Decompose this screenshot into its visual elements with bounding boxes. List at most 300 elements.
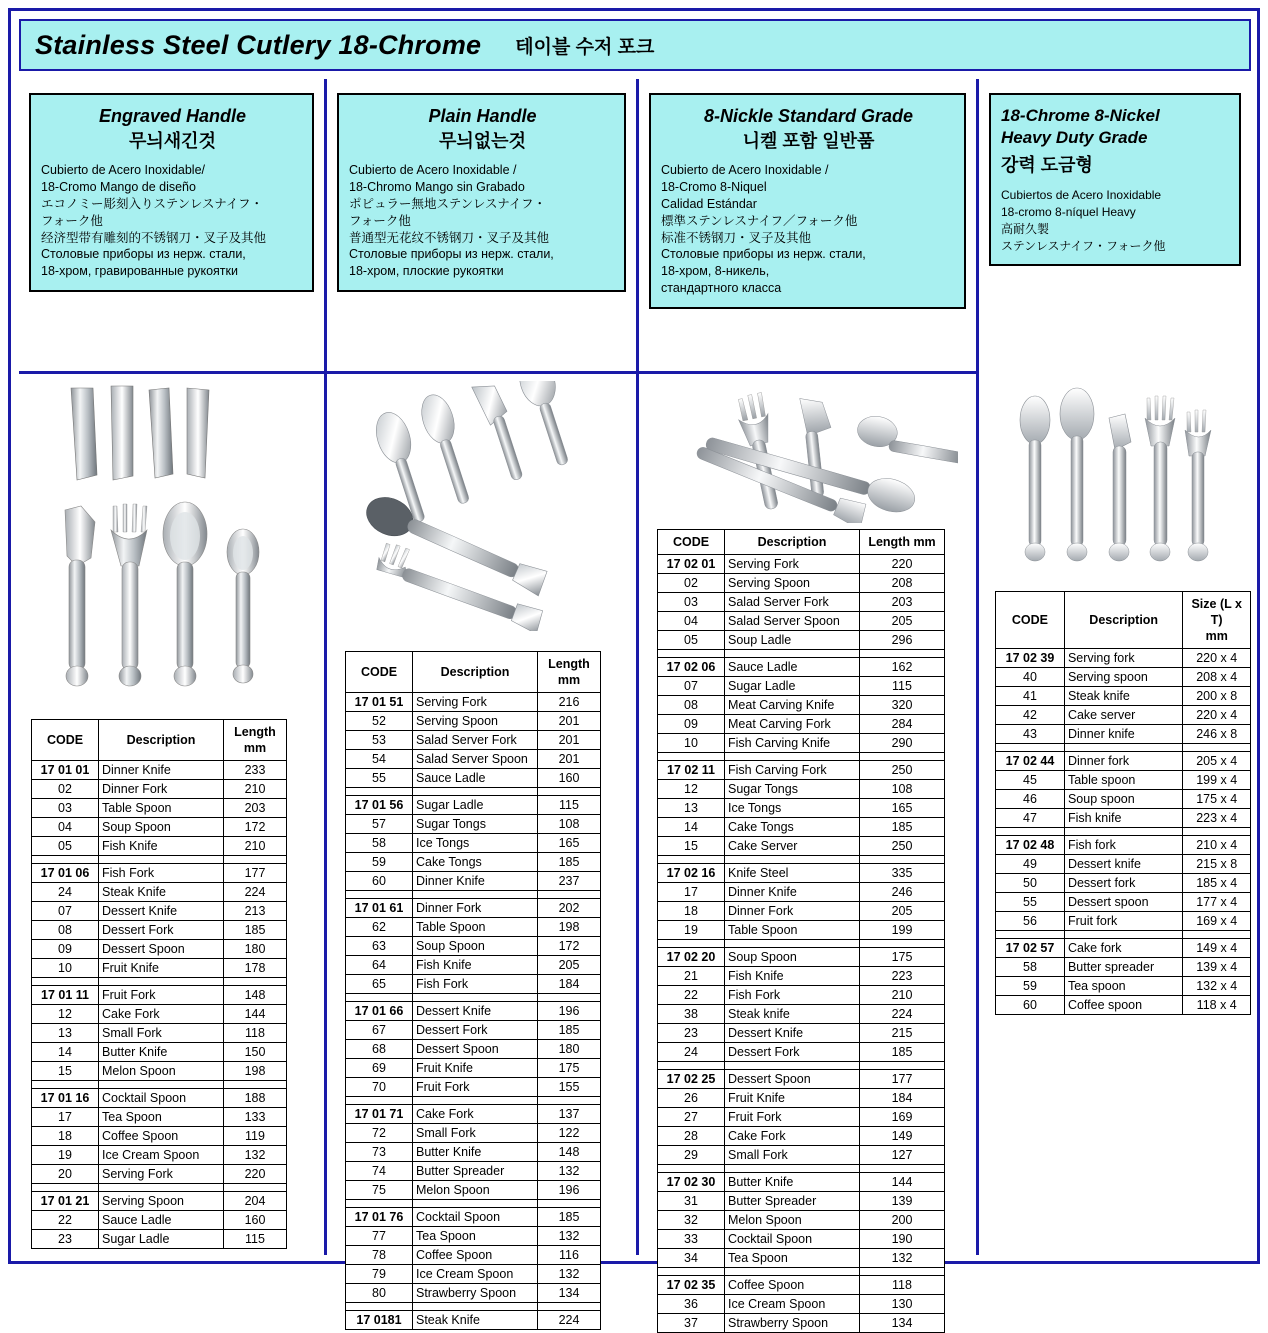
cell-code: 20 bbox=[32, 1165, 99, 1184]
cell-code: 64 bbox=[346, 956, 413, 975]
col-header-description: Description bbox=[413, 652, 538, 693]
column-heavy-duty bbox=[979, 79, 1251, 1255]
table-row bbox=[346, 1284, 601, 1303]
cell-description: Steak knife bbox=[725, 1005, 860, 1024]
column-nickel-standard bbox=[639, 79, 979, 1330]
cell-code: 29 bbox=[658, 1146, 725, 1165]
cell-code: 41 bbox=[996, 687, 1065, 706]
table-row bbox=[658, 780, 945, 799]
cell-description: Cake Fork bbox=[99, 1005, 224, 1024]
cell-description: Salad Server Spoon bbox=[725, 612, 860, 631]
cell-description: Dessert Fork bbox=[725, 1043, 860, 1062]
cell-code: 08 bbox=[658, 696, 725, 715]
table-header-row bbox=[346, 652, 601, 693]
cell-description: Coffee Spoon bbox=[725, 1276, 860, 1295]
cell-code: 17 01 56 bbox=[346, 796, 413, 815]
cell-description: Small Fork bbox=[725, 1146, 860, 1165]
cell-length: 133 bbox=[224, 1108, 287, 1127]
cell-length: 119 bbox=[224, 1127, 287, 1146]
cell-length: 196 bbox=[538, 1181, 601, 1200]
cell-size: 149 x 4 bbox=[1183, 939, 1251, 958]
cell-length: 139 bbox=[860, 1192, 945, 1211]
cell-description: Fish Fork bbox=[413, 975, 538, 994]
cell-description: Small Fork bbox=[99, 1024, 224, 1043]
cell-size: 175 x 4 bbox=[1183, 790, 1251, 809]
cell-length: 108 bbox=[860, 780, 945, 799]
table-row bbox=[658, 864, 945, 883]
cutlery-illustration-icon bbox=[658, 378, 958, 523]
cell-length: 116 bbox=[538, 1246, 601, 1265]
table-row bbox=[346, 1162, 601, 1181]
cell-code: 40 bbox=[996, 668, 1065, 687]
cell-description: Sugar Ladle bbox=[99, 1230, 224, 1249]
cell-code: 17 02 11 bbox=[658, 761, 725, 780]
cell-code: 47 bbox=[996, 809, 1065, 828]
cell-code: 69 bbox=[346, 1059, 413, 1078]
cell-code: 17 01 76 bbox=[346, 1208, 413, 1227]
cell-code: 63 bbox=[346, 937, 413, 956]
header-line: 18-хром, плоские рукоятки bbox=[349, 264, 504, 279]
cell-description: Sugar Ladle bbox=[725, 677, 860, 696]
table-head bbox=[996, 592, 1251, 649]
table-row bbox=[658, 1024, 945, 1043]
header-box-heavy bbox=[989, 93, 1241, 266]
cell-code: 57 bbox=[346, 815, 413, 834]
cell-code: 31 bbox=[658, 1192, 725, 1211]
table-row bbox=[32, 1146, 287, 1165]
cell-length: 224 bbox=[224, 883, 287, 902]
cell-size: 139 x 4 bbox=[1183, 958, 1251, 977]
cell-description: Cake Fork bbox=[413, 1105, 538, 1124]
table-row bbox=[658, 1211, 945, 1230]
cell-code: 79 bbox=[346, 1265, 413, 1284]
cell-description: Table Spoon bbox=[725, 921, 860, 940]
cell-description: Fish Knife bbox=[725, 967, 860, 986]
cell-length: 160 bbox=[224, 1211, 287, 1230]
cell-length: 205 bbox=[860, 902, 945, 921]
cell-description: Steak Knife bbox=[99, 883, 224, 902]
cell-code: 54 bbox=[346, 750, 413, 769]
cell-length: 148 bbox=[538, 1143, 601, 1162]
group-spacer bbox=[346, 788, 601, 796]
cell-length: 134 bbox=[538, 1284, 601, 1303]
cell-size: 220 x 4 bbox=[1183, 649, 1251, 668]
header-title-kr: 강력 도금형 bbox=[1001, 155, 1093, 176]
cell-code: 22 bbox=[658, 986, 725, 1005]
header-title-en: Engraved Handle bbox=[98, 106, 247, 126]
table-row bbox=[658, 1089, 945, 1108]
header-line: 普通型无花纹不锈钢刀・叉子及其他 bbox=[349, 230, 550, 245]
table-row bbox=[996, 809, 1251, 828]
cell-code: 10 bbox=[32, 959, 99, 978]
cell-description: Ice Cream Spoon bbox=[99, 1146, 224, 1165]
cell-code: 17 02 30 bbox=[658, 1173, 725, 1192]
table-row bbox=[658, 734, 945, 753]
header-line: 18-Cromo Mango de diseño bbox=[41, 179, 196, 194]
table-row bbox=[32, 1043, 287, 1062]
table-row bbox=[32, 902, 287, 921]
table-row bbox=[32, 1165, 287, 1184]
size-header-line1: Size (L x T) bbox=[1191, 597, 1242, 627]
table-row bbox=[32, 818, 287, 837]
table-row bbox=[32, 883, 287, 902]
table-row bbox=[658, 967, 945, 986]
group-spacer bbox=[346, 1303, 601, 1311]
cell-length: 177 bbox=[860, 1070, 945, 1089]
cell-length: 237 bbox=[538, 872, 601, 891]
cell-description: Soup Ladle bbox=[725, 631, 860, 650]
cell-code: 02 bbox=[32, 780, 99, 799]
cell-code: 17 02 48 bbox=[996, 836, 1065, 855]
cell-description: Steak knife bbox=[1064, 687, 1182, 706]
cell-description: Table spoon bbox=[1064, 771, 1182, 790]
group-spacer bbox=[658, 1165, 945, 1173]
cell-code: 17 01 61 bbox=[346, 899, 413, 918]
table-row bbox=[658, 1005, 945, 1024]
table-row bbox=[996, 725, 1251, 744]
cell-size: 118 x 4 bbox=[1183, 996, 1251, 1015]
page-title-bar bbox=[19, 19, 1251, 71]
cell-size: 200 x 8 bbox=[1183, 687, 1251, 706]
header-box-nickel bbox=[649, 93, 966, 309]
cell-length: 201 bbox=[538, 750, 601, 769]
cell-code: 28 bbox=[658, 1127, 725, 1146]
cell-length: 127 bbox=[860, 1146, 945, 1165]
cell-description: Butter Spreader bbox=[413, 1162, 538, 1181]
cell-code: 59 bbox=[346, 853, 413, 872]
cell-length: 250 bbox=[860, 837, 945, 856]
cell-code: 68 bbox=[346, 1040, 413, 1059]
cell-code: 03 bbox=[658, 593, 725, 612]
table-row bbox=[996, 977, 1251, 996]
header-line: ポピュラー無地ステンレスナイフ・ bbox=[349, 196, 546, 211]
table-row bbox=[32, 1108, 287, 1127]
cell-length: 149 bbox=[860, 1127, 945, 1146]
cell-code: 45 bbox=[996, 771, 1065, 790]
cell-length: 165 bbox=[538, 834, 601, 853]
cell-description: Fish Carving Knife bbox=[725, 734, 860, 753]
table-row bbox=[346, 1208, 601, 1227]
cell-code: 09 bbox=[32, 940, 99, 959]
cell-length: 137 bbox=[538, 1105, 601, 1124]
table-row bbox=[996, 706, 1251, 725]
cell-code: 17 01 01 bbox=[32, 761, 99, 780]
table-row bbox=[32, 986, 287, 1005]
cell-code: 26 bbox=[658, 1089, 725, 1108]
cell-length: 215 bbox=[860, 1024, 945, 1043]
table-head bbox=[32, 720, 287, 761]
cell-length: 284 bbox=[860, 715, 945, 734]
cell-description: Cake Server bbox=[725, 837, 860, 856]
cell-description: Soup Spoon bbox=[725, 948, 860, 967]
cell-code: 73 bbox=[346, 1143, 413, 1162]
table-row bbox=[658, 1127, 945, 1146]
group-spacer bbox=[996, 931, 1251, 939]
cell-description: Fruit Fork bbox=[725, 1108, 860, 1127]
cell-code: 72 bbox=[346, 1124, 413, 1143]
cell-description: Fruit Knife bbox=[99, 959, 224, 978]
cell-code: 02 bbox=[658, 574, 725, 593]
cell-description: Serving spoon bbox=[1064, 668, 1182, 687]
table-row bbox=[346, 1078, 601, 1097]
table-row bbox=[658, 1146, 945, 1165]
table-row bbox=[996, 874, 1251, 893]
table-row bbox=[346, 1105, 601, 1124]
cell-description: Fish Carving Fork bbox=[725, 761, 860, 780]
cell-code: 17 01 71 bbox=[346, 1105, 413, 1124]
cell-code: 49 bbox=[996, 855, 1065, 874]
cell-length: 210 bbox=[860, 986, 945, 1005]
table-row bbox=[996, 649, 1251, 668]
cell-code: 17 bbox=[658, 883, 725, 902]
cutlery-illustration-icon bbox=[342, 381, 622, 631]
table-row bbox=[658, 761, 945, 780]
cell-code: 78 bbox=[346, 1246, 413, 1265]
cutlery-illustration-icon bbox=[37, 380, 307, 700]
table-row bbox=[32, 1230, 287, 1249]
table-row bbox=[658, 1043, 945, 1062]
catalog-page bbox=[8, 8, 1260, 1330]
cell-code: 17 bbox=[32, 1108, 99, 1127]
header-desc-lines bbox=[1001, 187, 1231, 254]
cell-length: 198 bbox=[538, 918, 601, 937]
cell-length: 185 bbox=[860, 1043, 945, 1062]
cell-description: Serving Spoon bbox=[413, 712, 538, 731]
table-row bbox=[658, 837, 945, 856]
header-line: フォーク他 bbox=[349, 213, 411, 228]
cell-code: 05 bbox=[658, 631, 725, 650]
table-row bbox=[32, 940, 287, 959]
header-desc-lines bbox=[41, 162, 304, 280]
cell-description: Serving Spoon bbox=[99, 1192, 224, 1211]
cell-length: 172 bbox=[224, 818, 287, 837]
cell-length: 134 bbox=[860, 1314, 945, 1333]
cell-description: Dessert Knife bbox=[99, 902, 224, 921]
cell-description: Ice Cream Spoon bbox=[725, 1295, 860, 1314]
header-title-kr: 니켈 포함 일반품 bbox=[742, 130, 875, 151]
table-row bbox=[32, 837, 287, 856]
cell-size: 169 x 4 bbox=[1183, 912, 1251, 931]
cell-length: 201 bbox=[538, 731, 601, 750]
cell-description: Strawberry Spoon bbox=[413, 1284, 538, 1303]
cell-description: Butter Knife bbox=[413, 1143, 538, 1162]
col-header-code: CODE bbox=[996, 592, 1065, 649]
group-spacer bbox=[32, 856, 287, 864]
cell-code: 75 bbox=[346, 1181, 413, 1200]
cell-code: 17 01 66 bbox=[346, 1002, 413, 1021]
cell-size: 208 x 4 bbox=[1183, 668, 1251, 687]
cell-size: 199 x 4 bbox=[1183, 771, 1251, 790]
cell-description: Dinner fork bbox=[1064, 752, 1182, 771]
cell-description: Salad Server Fork bbox=[413, 731, 538, 750]
cell-code: 03 bbox=[32, 799, 99, 818]
col-header-description: Description bbox=[1064, 592, 1182, 649]
group-spacer bbox=[32, 1081, 287, 1089]
cell-code: 17 01 21 bbox=[32, 1192, 99, 1211]
cell-code: 59 bbox=[996, 977, 1065, 996]
cell-code: 56 bbox=[996, 912, 1065, 931]
table-row bbox=[996, 855, 1251, 874]
cell-description: Dessert Fork bbox=[99, 921, 224, 940]
cell-description: Meat Carving Fork bbox=[725, 715, 860, 734]
cell-length: 180 bbox=[224, 940, 287, 959]
cell-description: Tea spoon bbox=[1064, 977, 1182, 996]
header-line: フォーク他 bbox=[41, 213, 103, 228]
cell-length: 198 bbox=[224, 1062, 287, 1081]
cell-description: Serving Fork bbox=[99, 1165, 224, 1184]
cell-code: 62 bbox=[346, 918, 413, 937]
cell-length: 185 bbox=[860, 818, 945, 837]
header-line: 经济型带有雕刻的不锈钢刀・叉子及其他 bbox=[41, 230, 267, 245]
cell-length: 223 bbox=[860, 967, 945, 986]
table-row bbox=[32, 761, 287, 780]
cell-description: Ice Cream Spoon bbox=[413, 1265, 538, 1284]
table-plain bbox=[345, 651, 601, 1330]
product-photo-heavy bbox=[979, 379, 1251, 589]
cell-description: Sauce Ladle bbox=[413, 769, 538, 788]
page-title-korean: 테이블 수저 포크 bbox=[515, 36, 655, 58]
col-header-length: Length mm bbox=[538, 652, 601, 693]
table-row bbox=[32, 1192, 287, 1211]
cell-length: 250 bbox=[860, 761, 945, 780]
cell-description: Fish Fork bbox=[725, 986, 860, 1005]
cell-length: 335 bbox=[860, 864, 945, 883]
table-row bbox=[996, 836, 1251, 855]
cell-code: 13 bbox=[32, 1024, 99, 1043]
table-row bbox=[996, 912, 1251, 931]
cell-code: 05 bbox=[32, 837, 99, 856]
cell-description: Dessert Spoon bbox=[99, 940, 224, 959]
cell-description: Cocktail Spoon bbox=[725, 1230, 860, 1249]
cell-description: Ice Tongs bbox=[725, 799, 860, 818]
header-title-en-line2: Heavy Duty Grade bbox=[1001, 128, 1148, 148]
table-row bbox=[658, 574, 945, 593]
cell-code: 08 bbox=[32, 921, 99, 940]
table-row bbox=[658, 921, 945, 940]
cell-description: Fruit Knife bbox=[725, 1089, 860, 1108]
cell-size: 215 x 8 bbox=[1183, 855, 1251, 874]
table-row bbox=[346, 731, 601, 750]
cell-code: 74 bbox=[346, 1162, 413, 1181]
cutlery-illustration-icon bbox=[1005, 384, 1225, 584]
cell-code: 17 01 51 bbox=[346, 693, 413, 712]
table-row bbox=[346, 1124, 601, 1143]
cell-length: 132 bbox=[860, 1249, 945, 1268]
cell-code: 17 02 25 bbox=[658, 1070, 725, 1089]
table-header-row bbox=[658, 530, 945, 555]
table-row bbox=[32, 921, 287, 940]
cell-code: 50 bbox=[996, 874, 1065, 893]
product-photo-nickel bbox=[639, 375, 976, 525]
table-row bbox=[346, 693, 601, 712]
cell-description: Ice Tongs bbox=[413, 834, 538, 853]
column-divider bbox=[327, 371, 636, 374]
cell-length: 132 bbox=[538, 1227, 601, 1246]
table-row bbox=[32, 1089, 287, 1108]
cell-description: Butter spreader bbox=[1064, 958, 1182, 977]
cell-code: 12 bbox=[32, 1005, 99, 1024]
table-row bbox=[346, 1265, 601, 1284]
cell-description: Sugar Tongs bbox=[725, 780, 860, 799]
header-title-en-line1: 18-Chrome 8-Nickel bbox=[1001, 106, 1160, 125]
group-spacer bbox=[658, 650, 945, 658]
table-row bbox=[346, 834, 601, 853]
cell-length: 184 bbox=[860, 1089, 945, 1108]
header-line: エコノミー彫刻入りステンレスナイフ・ bbox=[41, 196, 263, 211]
header-desc-lines bbox=[661, 162, 956, 297]
cell-description: Fruit Fork bbox=[99, 986, 224, 1005]
table-row bbox=[32, 799, 287, 818]
cell-description: Fruit Knife bbox=[413, 1059, 538, 1078]
group-spacer bbox=[346, 1200, 601, 1208]
header-desc-lines bbox=[349, 162, 616, 280]
cell-code: 38 bbox=[658, 1005, 725, 1024]
column-plain-handle bbox=[327, 79, 639, 1327]
cell-code: 22 bbox=[32, 1211, 99, 1230]
cell-length: 199 bbox=[860, 921, 945, 940]
cell-length: 175 bbox=[538, 1059, 601, 1078]
col-header-code: CODE bbox=[346, 652, 413, 693]
table-row bbox=[346, 1143, 601, 1162]
cell-code: 33 bbox=[658, 1230, 725, 1249]
cell-description: Dessert spoon bbox=[1064, 893, 1182, 912]
cell-size: 220 x 4 bbox=[1183, 706, 1251, 725]
cell-description: Dessert Knife bbox=[413, 1002, 538, 1021]
cell-code: 32 bbox=[658, 1211, 725, 1230]
cell-length: 108 bbox=[538, 815, 601, 834]
table-row bbox=[32, 1211, 287, 1230]
cell-size: 132 x 4 bbox=[1183, 977, 1251, 996]
cell-length: 165 bbox=[860, 799, 945, 818]
cell-description: Steak Knife bbox=[413, 1311, 538, 1330]
table-body bbox=[346, 693, 601, 1330]
cell-length: 213 bbox=[224, 902, 287, 921]
table-body bbox=[996, 649, 1251, 1015]
columns-container bbox=[19, 79, 1251, 1330]
cell-code: 14 bbox=[658, 818, 725, 837]
cell-description: Coffee Spoon bbox=[413, 1246, 538, 1265]
cell-length: 184 bbox=[538, 975, 601, 994]
product-photo-engraved bbox=[19, 375, 324, 705]
group-spacer bbox=[346, 891, 601, 899]
cell-description: Serving Fork bbox=[725, 555, 860, 574]
cell-description: Dessert Fork bbox=[413, 1021, 538, 1040]
cell-length: 216 bbox=[538, 693, 601, 712]
price-table-engraved bbox=[31, 719, 287, 1249]
cell-size: 223 x 4 bbox=[1183, 809, 1251, 828]
cell-code: 27 bbox=[658, 1108, 725, 1127]
table-row bbox=[996, 771, 1251, 790]
cell-code: 12 bbox=[658, 780, 725, 799]
cell-length: 220 bbox=[224, 1165, 287, 1184]
header-line: 標準ステンレスナイフ／フォーク他 bbox=[661, 213, 858, 228]
cell-code: 24 bbox=[32, 883, 99, 902]
header-line: Столовые приборы из нерж. стали, bbox=[349, 247, 554, 262]
cell-length: 115 bbox=[224, 1230, 287, 1249]
header-line: Столовые приборы из нерж. стали, bbox=[41, 247, 246, 262]
cell-description: Coffee spoon bbox=[1064, 996, 1182, 1015]
table-row bbox=[658, 555, 945, 574]
cell-code: 60 bbox=[996, 996, 1065, 1015]
cell-length: 203 bbox=[860, 593, 945, 612]
table-row bbox=[32, 1127, 287, 1146]
table-row bbox=[32, 780, 287, 799]
cell-code: 07 bbox=[32, 902, 99, 921]
col-header-length: Length mm bbox=[224, 720, 287, 761]
cell-description: Table Spoon bbox=[413, 918, 538, 937]
header-line: 18-хром, 8-никель, bbox=[661, 264, 770, 279]
cell-code: 17 02 44 bbox=[996, 752, 1065, 771]
